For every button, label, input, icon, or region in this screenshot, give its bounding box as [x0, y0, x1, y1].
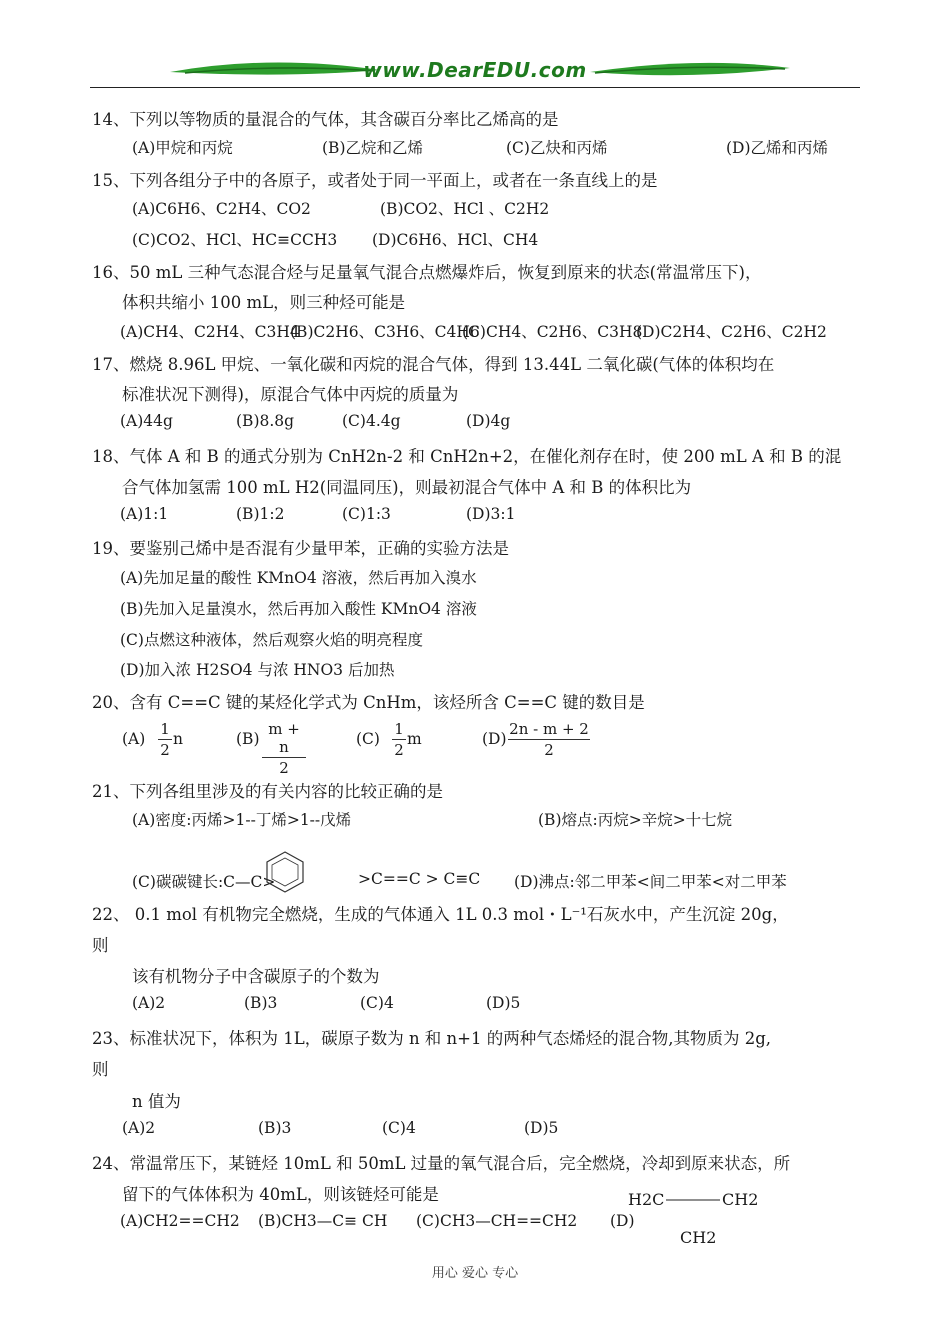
q20-option-b-label: (B) — [236, 730, 260, 748]
q24-option-c: (C)CH3—CH==CH2 — [416, 1212, 578, 1230]
fraction-bar — [262, 757, 306, 758]
q22-option-a: (A)2 — [132, 994, 166, 1012]
q18-option-c: (C)1:3 — [342, 505, 391, 523]
q19-option-d: (D)加入浓 H2SO4 与浓 HNO3 后加热 — [120, 661, 395, 679]
q19-option-c: (C)点燃这种液体，然后观察火焰的明亮程度 — [120, 631, 423, 649]
site-name: www.DearEDU.com — [363, 58, 587, 82]
q21-option-b: (B)熔点:丙烷>辛烷>十七烷 — [538, 811, 733, 829]
q22-stem: 22、 0.1 mol 有机物完全燃烧，生成的气体通入 1L 0.3 mol・L⁻¹石灰水中，产生沉淀 20g， — [92, 905, 789, 924]
q20-option-a-fraction — [158, 720, 172, 759]
q20-option-a-label: (A) — [122, 730, 146, 748]
ring-atom-left: H2C — [628, 1190, 665, 1209]
q20-b-denominator: 2 — [279, 759, 289, 777]
fraction-bar — [508, 739, 590, 740]
q24-option-a: (A)CH2==CH2 — [120, 1212, 240, 1230]
q20-a-denominator: 2 — [160, 741, 170, 759]
q20-c-numerator: 1 — [394, 720, 404, 738]
q21-option-c-suffix: >C==C > C≡C — [358, 870, 481, 888]
q24-stem: 24、常温常压下，某链烃 10mL 和 50mL 过量的氧气混合后，完全燃烧，冷却到原来状态，所 — [92, 1154, 791, 1173]
q23-option-c: (C)4 — [382, 1119, 416, 1137]
q14-option-b: (B)乙烷和乙烯 — [322, 139, 423, 157]
q16-option-a: (A)CH4、C2H4、C3H4 — [120, 323, 300, 341]
q14-option-d: (D)乙烯和丙烯 — [726, 139, 829, 157]
q20-stem: 20、含有 C==C 键的某烃化学式为 CnHm，该烃所含 C==C 键的数目是 — [92, 693, 645, 712]
q14-option-a: (A)甲烷和丙烷 — [132, 139, 233, 157]
q22-option-b: (B)3 — [244, 994, 278, 1012]
q18-option-d: (D)3:1 — [466, 505, 516, 523]
q19-stem: 19、要鉴别己烯中是否混有少量甲苯，正确的实验方法是 — [92, 539, 509, 558]
q21-option-d: (D)沸点:邻二甲苯<间二甲苯<对二甲苯 — [514, 873, 787, 891]
q16-stem-line2: 体积共缩小 100 mL，则三种烃可能是 — [122, 293, 406, 312]
q23-stem: 23、标准状况下，体积为 1L，碳原子数为 n 和 n+1 的两种气态烯烃的混合物,其物质为 2g, — [92, 1029, 772, 1048]
q20-option-a-var: n — [173, 730, 183, 748]
q14-option-c: (C)乙炔和丙烯 — [506, 139, 608, 157]
q20-option-c-fraction — [392, 720, 406, 759]
q23-option-d: (D)5 — [524, 1119, 559, 1137]
q16-stem: 16、50 mL 三种气态混合烃与足量氧气混合点燃爆炸后，恢复到原来的状态(常温常压下)， — [92, 263, 762, 282]
q15-option-c: (C)CO2、HCl、HC≡CCH3 — [132, 231, 338, 249]
page-footer: 用心 爱心 专心 — [431, 1266, 519, 1281]
q20-option-b-fraction — [262, 720, 306, 777]
q24-stem-line2: 留下的气体体积为 40mL，则该链烃可能是 — [122, 1185, 439, 1204]
q20-d-numerator: 2n - m + 2 — [509, 720, 589, 738]
q18-option-a: (A)1:1 — [120, 505, 169, 523]
q17-stem-line2: 标准状况下测得)，原混合气体中丙烷的质量为 — [122, 385, 459, 404]
q16-option-c: (C)CH4、C2H6、C3H8 — [462, 323, 643, 341]
q20-a-numerator: 1 — [160, 720, 170, 738]
q20-option-c-label: (C) — [356, 730, 380, 748]
q20-option-d-fraction — [508, 720, 590, 759]
q20-option-c-var: m — [407, 730, 422, 748]
q22-stem-line2: 该有机物分子中含碳原子的个数为 — [132, 967, 380, 986]
q19-option-b: (B)先加入足量溴水，然后再加入酸性 KMnO4 溶液 — [120, 600, 477, 618]
q21-stem: 21、下列各组里涉及的有关内容的比较正确的是 — [92, 782, 443, 801]
q18-stem: 18、气体 A 和 B 的通式分别为 CnH2n-2 和 CnH2n+2，在催化剂存在时，使 200 mL A 和 B 的混 — [92, 447, 842, 466]
q24-option-b: (B)CH3—C≡ CH — [258, 1212, 388, 1230]
q23-option-a: (A)2 — [122, 1119, 156, 1137]
q22-option-d: (D)5 — [486, 994, 521, 1012]
q17-option-c: (C)4.4g — [342, 412, 401, 430]
q22-option-c: (C)4 — [360, 994, 394, 1012]
q23-option-b: (B)3 — [258, 1119, 292, 1137]
cyclopropane-bonds-icon — [660, 1198, 730, 1230]
ring-atom-bottom: CH2 — [680, 1228, 717, 1247]
q17-option-b: (B)8.8g — [236, 412, 295, 430]
q15-stem: 15、下列各组分子中的各原子，或者处于同一平面上，或者在一条直线上的是 — [92, 171, 658, 190]
q21-option-a: (A)密度:丙烯>1--丁烯>1--戊烯 — [132, 811, 352, 829]
q19-option-a: (A)先加足量的酸性 KMnO4 溶液，然后再加入溴水 — [120, 569, 477, 587]
q16-option-b: (B)C2H6、C3H6、C4H6 — [290, 323, 480, 341]
q17-stem: 17、燃烧 8.96L 甲烷、一氧化碳和丙烷的混合气体，得到 13.44L 二氧化碳(气体的体积均在 — [92, 355, 775, 374]
header-rule — [90, 87, 860, 88]
q18-option-b: (B)1:2 — [236, 505, 285, 523]
q18-stem-line2: 合气体加氢需 100 mL H2(同温同压)，则最初混合气体中 A 和 B 的体积比为 — [122, 478, 692, 497]
q20-d-denominator: 2 — [544, 741, 554, 759]
q15-option-b: (B)CO2、HCl 、C2H2 — [380, 200, 550, 218]
q21-option-c-prefix: (C)碳碳键长:C—C> — [132, 873, 276, 891]
q20-b-numerator: m + n — [268, 720, 300, 756]
q17-option-d: (D)4g — [466, 412, 511, 430]
q17-option-a: (A)44g — [120, 412, 173, 430]
fraction-bar — [158, 739, 172, 740]
q16-option-d: (D)C2H4、C2H6、C2H2 — [636, 323, 827, 341]
q24-option-d: (D) — [610, 1212, 635, 1230]
q15-option-d: (D)C6H6、HCl、CH4 — [372, 231, 539, 249]
q15-option-a: (A)C6H6、C2H4、CO2 — [132, 200, 311, 218]
header-logo — [90, 52, 860, 90]
ring-atom-right: CH2 — [722, 1190, 759, 1209]
benzene-ring-icon — [262, 848, 308, 896]
q23-stem-cont: 则 — [92, 1060, 109, 1079]
q20-c-denominator: 2 — [394, 741, 404, 759]
q23-stem-line2: n 值为 — [132, 1092, 181, 1111]
q20-option-d-label: (D) — [482, 730, 507, 748]
q14-stem: 14、下列以等物质的量混合的气体，其含碳百分率比乙烯高的是 — [92, 110, 559, 129]
fraction-bar — [392, 739, 406, 740]
q22-stem-cont: 则 — [92, 936, 109, 955]
